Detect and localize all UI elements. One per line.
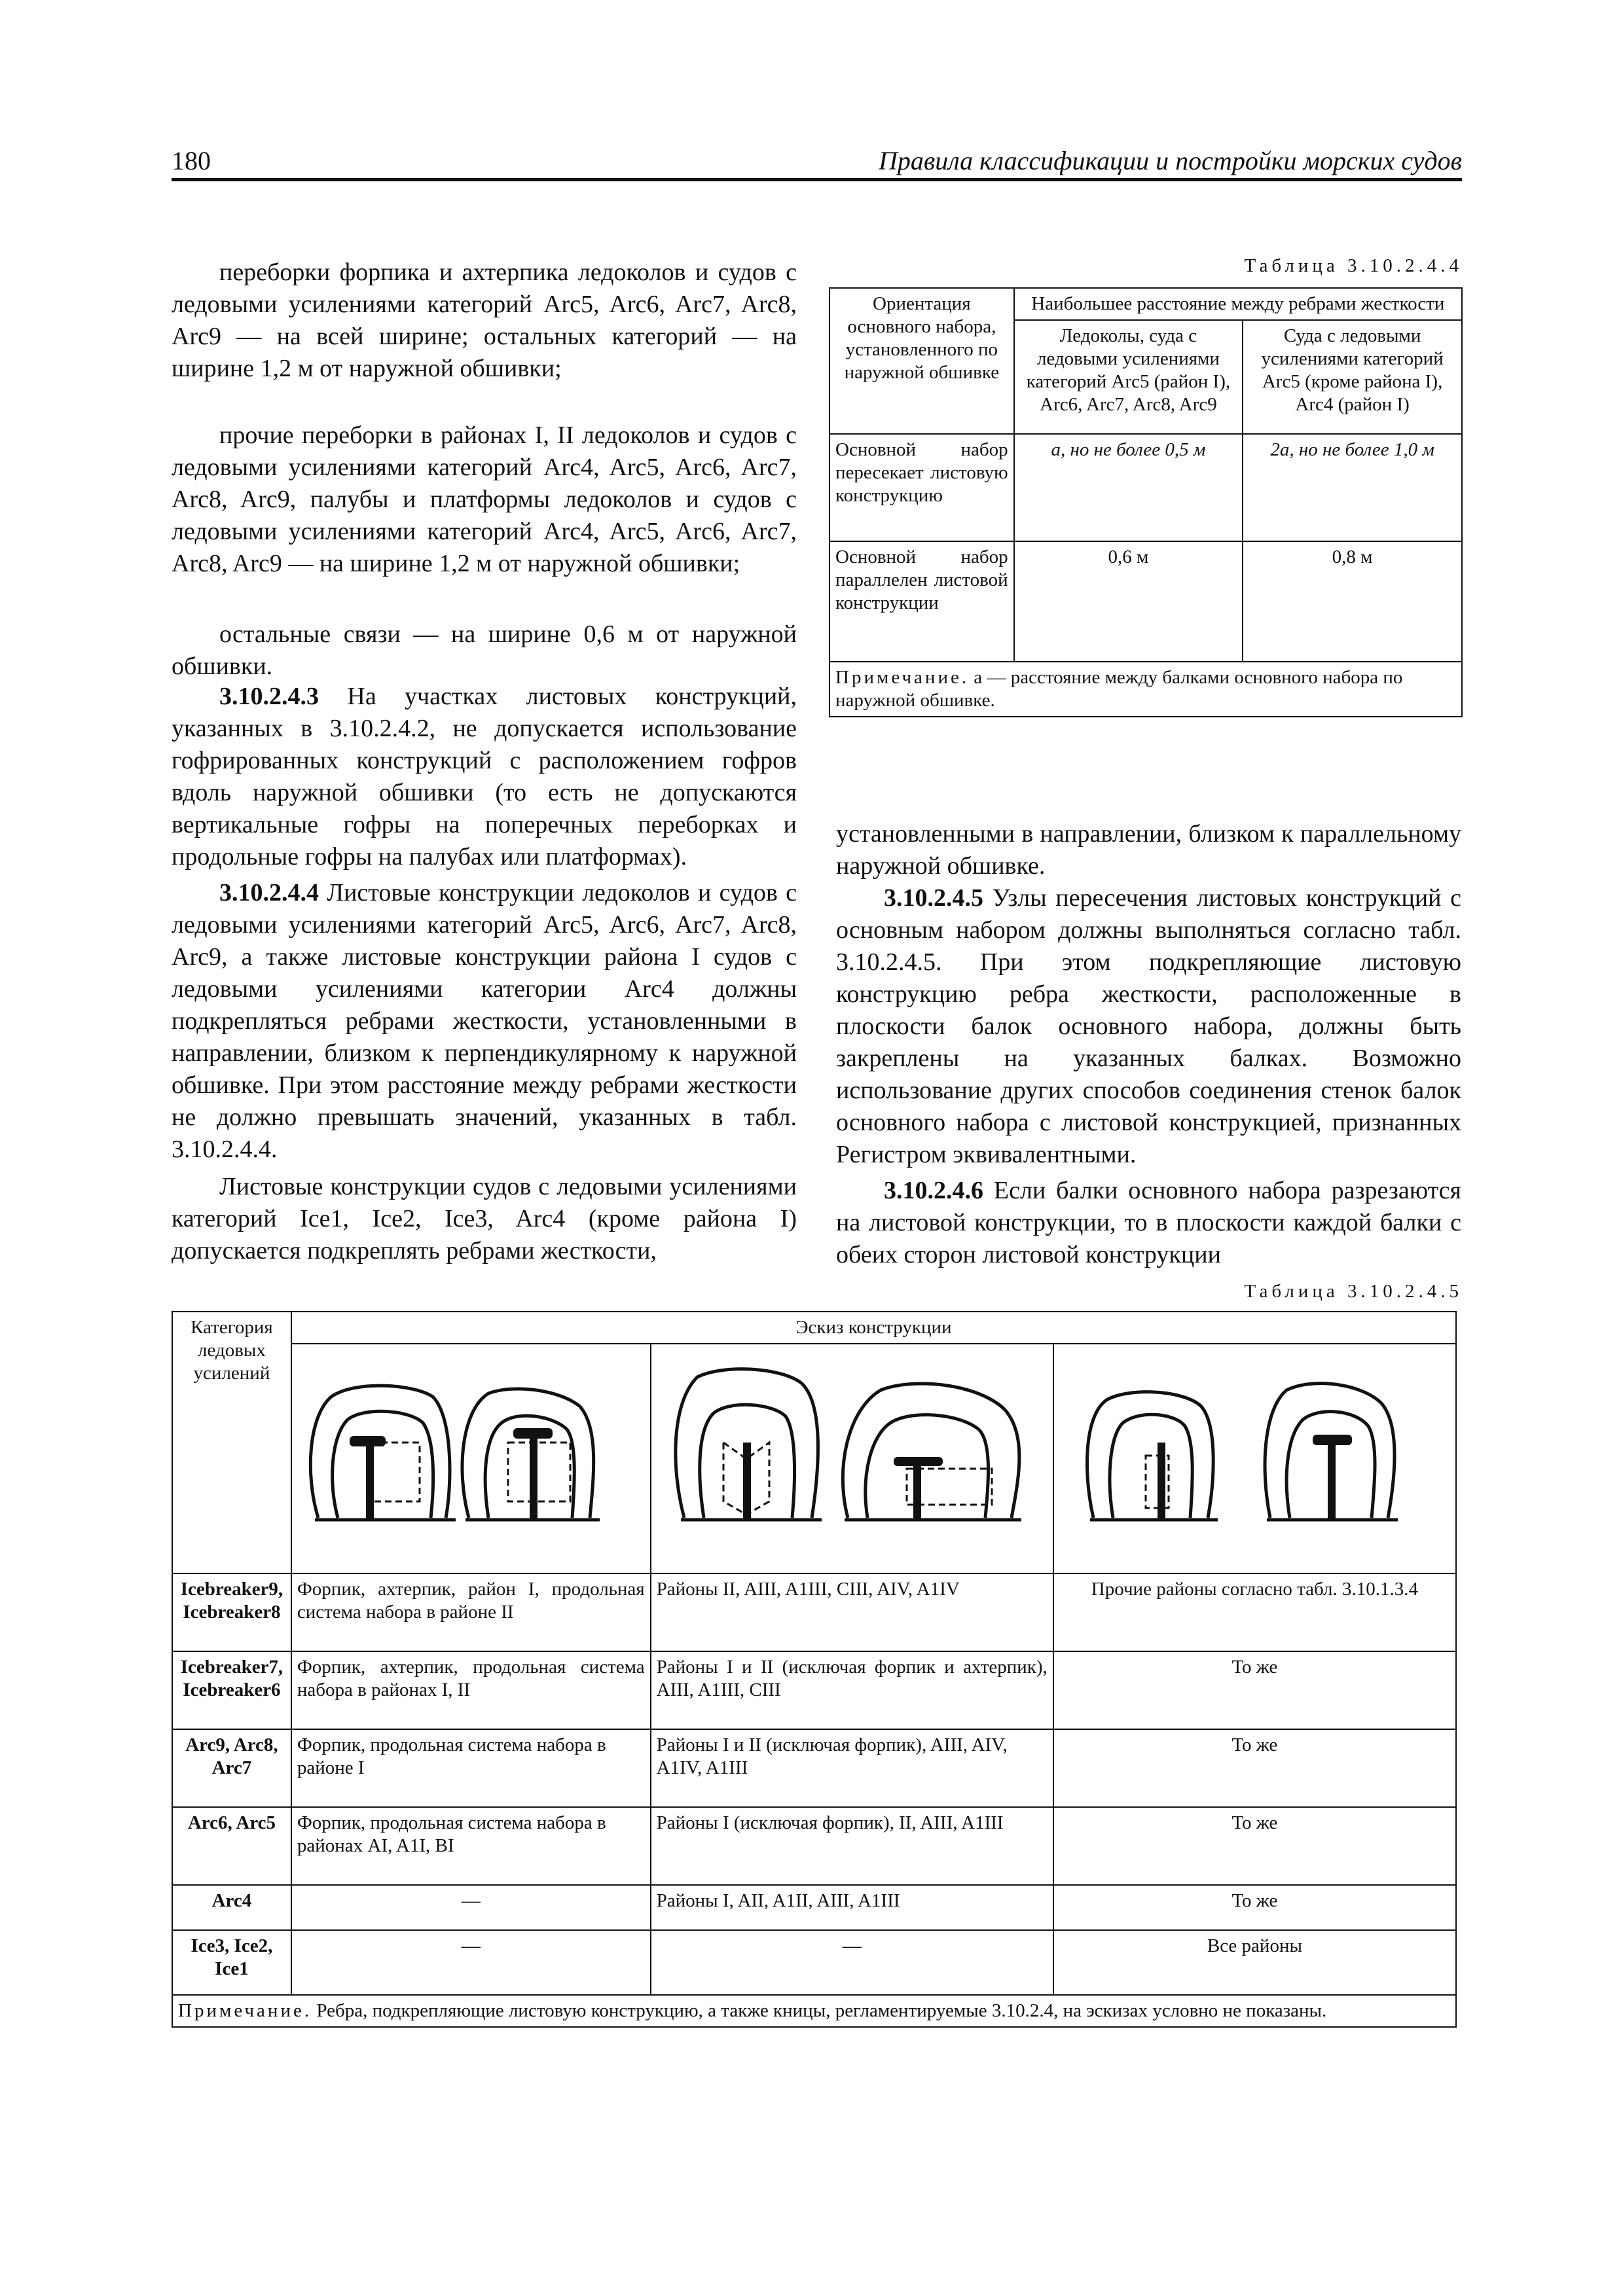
table-5-category: Arc6, Arc5 (172, 1807, 291, 1885)
table-4-cell: a, но не более 0,5 м (1014, 434, 1243, 541)
table-5-cell: Форпик, ахтерпик, продольная система набора в районах I, II (291, 1651, 651, 1729)
table-row (830, 434, 1462, 541)
table-4-note (830, 662, 1462, 717)
sketch-cell-3 (1053, 1344, 1456, 1573)
table-5-category: Icebreaker9, Icebreaker8 (172, 1573, 291, 1651)
paragraph-text: Узлы пересечения листовых конструкций с основным набором должны выполняться согласно табл. 3.10.2.4.5. При этом подкрепляющие листовую конструкцию ребра жесткости, расположенные в плоскости балок основного набора, должны быть закреплены на указанных балках. Возможно использование других способов соединения стенок балок основного набора с листовой конструкцией, признанных Регистром эквивалентными. (836, 884, 1461, 1168)
note-text: a — расстояние между балками основного набора по наружной обшивке. (835, 667, 1403, 711)
table-row (172, 1885, 1456, 1930)
sketch-frame-parallel-icon (651, 1344, 1044, 1567)
table-3-10-2-4-5 (172, 1311, 1457, 2028)
note-label: Примечание. (835, 667, 970, 688)
page-number: 180 (172, 146, 211, 175)
table-row (830, 541, 1462, 662)
table-4-row-label: Основной набор пересекает листовую конструкцию (830, 434, 1014, 541)
table-5-header-category: Категория ледовых усилений (172, 1312, 291, 1573)
paragraph-text: Листовые конструкции ледоколов и судов с ледовыми усилениями категорий Arc5, Arc6, Arc7, Arc8, Arc9, а также листовые конструкции района I судов с ледовыми усилениями категории Arc4 должны подкрепляться ребрами жесткости, установленными в направлении, близком к перпендикулярному к наружной обшивке. При этом расстояние между ребрами жесткости не должно превышать значений, указанных в табл. 3.10.2.4.4. (172, 879, 797, 1163)
left-paragraph-1: переборки форпика и ахтерпика ледоколов и судов с ледовыми усилениями категорий Arc5, Arc6, Arc7, Arc8, Arc9 — на всей ширине; остальных категорий — на ширине 1,2 м от наружной обшивки; (172, 259, 797, 382)
table-4-header-col1: Ледоколы, суда с ледовыми усилениями категорий Arc5 (район I), Arc6, Arc7, Arc8, Arc9 (1014, 320, 1243, 434)
table-5-cell: Районы I и II (исключая форпик и ахтерпик), AIII, A1III, CIII (651, 1651, 1053, 1729)
table-5-header-sketch: Эскиз конструкции (291, 1312, 1456, 1344)
right-paragraph-2 (836, 882, 1461, 1171)
note-text: Ребра, подкрепляющие листовую конструкцию, а также кницы, регламентируемые 3.10.2.4, на эскизах условно не показаны. (316, 2000, 1327, 2021)
table-5-cell: То же (1053, 1651, 1456, 1729)
section-number: 3.10.2.4.4 (219, 879, 319, 906)
table-5-category: Icebreaker7, Icebreaker6 (172, 1651, 291, 1729)
running-title: Правила классификации и постройки морских судов (878, 146, 1462, 175)
table-row (172, 1729, 1456, 1807)
table-row (172, 1930, 1456, 1995)
left-paragraph-4 (172, 681, 797, 873)
table-5-cell: То же (1053, 1885, 1456, 1930)
table-row (172, 1651, 1456, 1729)
table-4-header-col2: Суда с ледовыми усилениями категорий Arc5 (кроме района I), Arc4 (район I) (1243, 320, 1462, 434)
table-4-header-orientation: Ориентация основного набора, установленного по наружной обшивке (830, 288, 1014, 434)
paragraph-text: На участках листовых конструкций, указанных в 3.10.2.4.2, не допускается использование гофрированных конструкций с расположением гофров вдоль наружной обшивки (то есть не допускаются вертикальные гофры на поперечных переборках и продольные гофры на палубах или платформах). (172, 683, 797, 870)
section-number: 3.10.2.4.3 (219, 683, 319, 710)
sketch-cell-2 (651, 1344, 1053, 1573)
sketch-cell-1 (291, 1344, 651, 1573)
table-5-cell: Все районы (1053, 1930, 1456, 1995)
right-paragraph-3 (836, 1175, 1461, 1271)
table-5-cell: — (291, 1930, 651, 1995)
table-5-caption: Таблица 3.10.2.4.5 (1244, 1281, 1463, 1302)
table-4-cell: 0,8 м (1243, 541, 1462, 662)
table-4-row-label: Основной набор параллелен листовой конструкции (830, 541, 1014, 662)
table-5-cell: Районы I и II (исключая форпик), AIII, AIV, A1IV, A1III (651, 1729, 1053, 1807)
table-5-cell: То же (1053, 1807, 1456, 1885)
left-paragraph-3: остальные связи — на ширине 0,6 м от наружной обшивки. (172, 620, 797, 680)
left-paragraph-6: Листовые конструкции судов с ледовыми усилениями категорий Ice1, Ice2, Ice3, Arc4 (кроме района I) допускается подкреплять ребрами жесткости, (172, 1173, 797, 1265)
table-5-cell: — (291, 1885, 651, 1930)
sketch-frame-crossing-icon (292, 1344, 642, 1567)
table-5-cell: Форпик, продольная система набора в районе I (291, 1729, 651, 1807)
table-5-category: Arc9, Arc8, Arc7 (172, 1729, 291, 1807)
table-4-cell: 2a, но не более 1,0 м (1243, 434, 1462, 541)
section-number: 3.10.2.4.5 (884, 884, 983, 912)
table-row (172, 1573, 1456, 1651)
right-paragraph-1: установленными в направлении, близком к параллельному наружной обшивке. (836, 820, 1461, 880)
table-5-category: Arc4 (172, 1885, 291, 1930)
table-5-cell: Районы II, AIII, A1III, CIII, AIV, A1IV (651, 1573, 1053, 1651)
left-paragraph-5 (172, 877, 797, 1166)
table-5-cell: Прочие районы согласно табл. 3.10.1.3.4 (1053, 1573, 1456, 1651)
table-5-cell: Форпик, продольная система набора в районах AI, A1I, BI (291, 1807, 651, 1885)
table-5-cell: То же (1053, 1729, 1456, 1807)
header-rule (172, 178, 1462, 181)
sketch-frame-other-icon (1054, 1344, 1447, 1567)
table-5-category: Ice3, Ice2, Ice1 (172, 1930, 291, 1995)
table-5-note (172, 1995, 1456, 2027)
paragraph-text: Если балки основного набора разрезаются на листовой конструкции, то в плоскости каждой балки с обеих сторон листовой конструкции (836, 1177, 1462, 1268)
table-row (172, 1807, 1456, 1885)
table-4-header-max-distance: Наибольшее расстояние между ребрами жесткости (1014, 288, 1462, 320)
table-4-cell: 0,6 м (1014, 541, 1243, 662)
section-number: 3.10.2.4.6 (884, 1177, 983, 1204)
table-5-cell: Районы I, AII, A1II, AIII, A1III (651, 1885, 1053, 1930)
table-5-cell: Районы I (исключая форпик), II, AIII, A1III (651, 1807, 1053, 1885)
note-label: Примечание. (178, 2000, 312, 2021)
table-5-cell: — (651, 1930, 1053, 1995)
table-5-cell: Форпик, ахтерпик, район I, продольная система набора в районе II (291, 1573, 651, 1651)
table-4-caption: Таблица 3.10.2.4.4 (1244, 255, 1463, 276)
left-paragraph-2: прочие переборки в районах I, II ледоколов и судов с ледовыми усилениями категорий Arc4, Arc5, Arc6, Arc7, Arc8, Arc9, палубы и платформы ледоколов и судов с ледовыми усилениями категорий Arc4, Arc5, Arc6, Arc7, Arc8, Arc9 — на ширине 1,2 м от наружной обшивки; (172, 422, 797, 577)
table-3-10-2-4-4 (829, 287, 1463, 717)
